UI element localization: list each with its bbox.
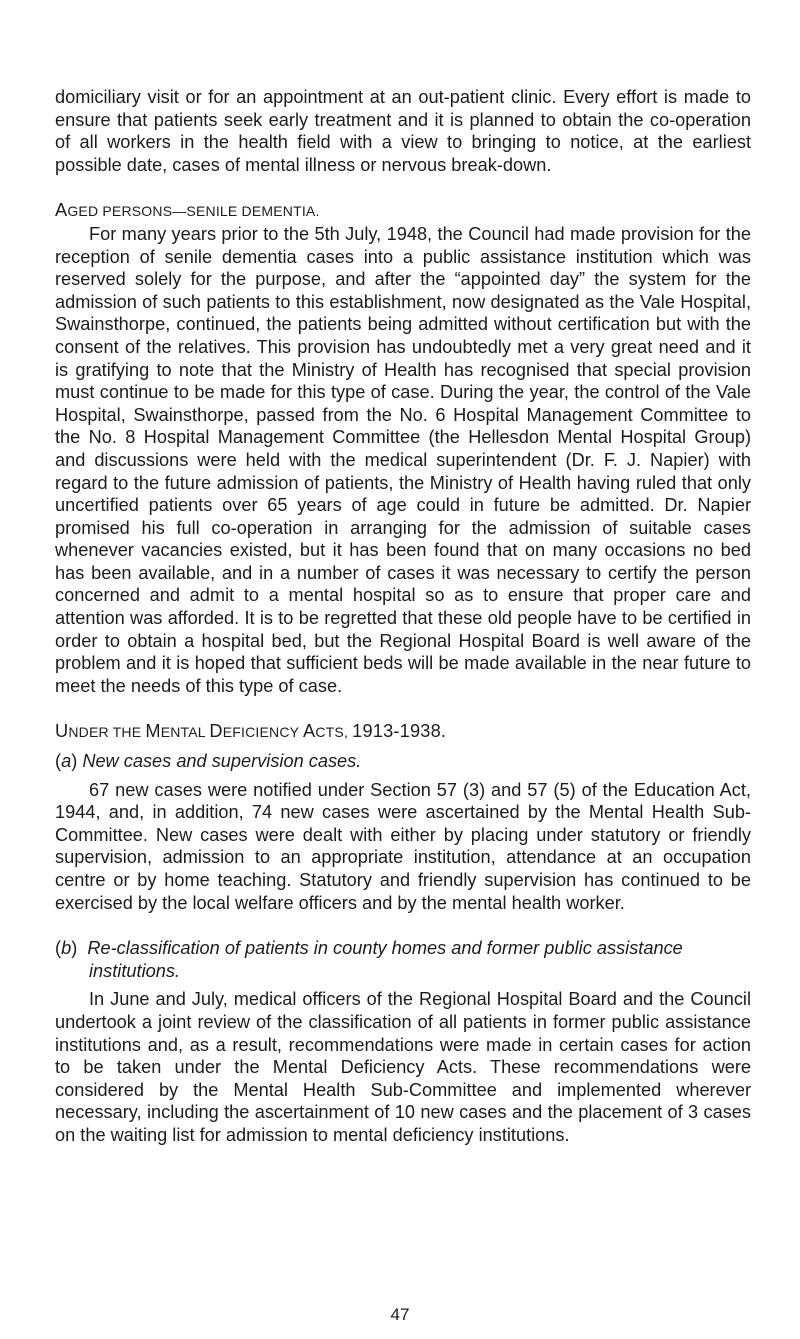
heading-initial: M [145,721,161,742]
mental-deficiency-heading [55,720,751,744]
intro-paragraph: domiciliary visit or for an appointment at an out-patient clinic. Every effort is made to ensure that patients seek early treatment and it is planned to obtain the co-operation of all workers in the health field with a view to bringing to notice, at the earliest possible date, cases of mental illness or nervous break-down. [55,87,751,175]
document-page [55,86,751,1147]
page-number: 47 [390,1305,410,1324]
subsection-b-paragraph: In June and July, medical officers of the Regional Hospital Board and the Council undertook a joint review of the classification of all patients in former public assistance institutions and, as a result, recommendations were made in certain cases for action to be taken under the Mental Deficiency Acts. These recommendations were considered by the Mental Health Sub-Committee and implemented wherever necessary, including the ascertainment of 10 new cases and the placement of 3 cases on the waiting list for admission to mental deficiency institutions. [55,989,751,1145]
spacer [55,914,751,937]
subsection-b-title: Re-classification of patients in county homes and former public assistance institutions. [87,938,683,981]
heading-smallcaps: CTS, [315,724,353,741]
subsection-b-label-letter: b [61,938,72,959]
heading-years: 1913-1938. [352,721,447,742]
heading-smallcaps: NDER THE [68,724,146,741]
aged-persons-paragraph: For many years prior to the 5th July, 1948, the Council had made provision for the reception of senile dementia cases into a public assistance institution which was reserved solely for the purpose, and after the “appointed day” the system for the admission of such patients to this establishment, now designated as the Vale Hospital, Swainsthorpe, continued, the patients being admitted without certification but with the consent of the relatives. This provision has undoubtedly met a very great need and it is gratifying to note that the Ministry of Health has recognised that special provision must continue to be made for this type of case. During the year, the control of the Vale Hospital, Swainsthorpe, passed from the No. 6 Hospital Management Committee to the No. 8 Hospital Management Committee (the Hellesdon Mental Hospital Group) and discussions were held with the medical superintendent (Dr. F. J. Napier) with regard to the future admission of patients, the Ministry of Health having ruled that only uncertified patients over 65 years of age could in future be admitted. Dr. Napier promised his full co-operation in arranging for the admission of suitable cases whenever vacancies existed, but it has been found that on many occasions no bed has been available, and in a number of cases it was necessary to certify the person concerned and admit to a mental hospital so as to ensure that proper care and attention was afforded. It is to be regretted that these old people have to be certified in order to obtain a hospital bed, but the Regional Hospital Board is well aware of the problem and it is hoped that sufficient beds will be made available in the near future to meet the needs of this type of case. [55,223,751,696]
heading-smallcaps: EFICIENCY [222,724,304,741]
subsection-a-title: New cases and supervision cases. [82,751,362,772]
spacer [55,697,751,720]
subsection-a-label-letter: a [61,751,72,772]
heading-smallcaps: GED PERSONS—SENILE DEMENTIA. [67,203,320,220]
heading-initial: U [55,721,69,742]
heading-initial: A [303,721,316,742]
heading-smallcaps: ENTAL [160,724,210,741]
heading-initial: A [55,200,68,221]
aged-persons-heading [55,199,751,223]
subsection-b-heading: (b) Re-classification of patients in county homes and former public assistance institutions. [55,938,683,981]
heading-initial: D [209,721,223,742]
subsection-a-heading: (a) New cases and supervision cases. [55,751,362,772]
subsection-a-paragraph: 67 new cases were notified under Section 57 (3) and 57 (5) of the Education Act, 1944, and, in addition, 74 new cases were ascertained by the Mental Health Sub-Committee. New cases were dealt with either by placing under statutory or friendly supervision, admission to an appropriate institution, attendance at an occupation centre or by home teaching. Statutory and friendly supervision has continued to be exercised by the local welfare officers and by the mental health worker. [55,779,751,913]
spacer [55,176,751,199]
